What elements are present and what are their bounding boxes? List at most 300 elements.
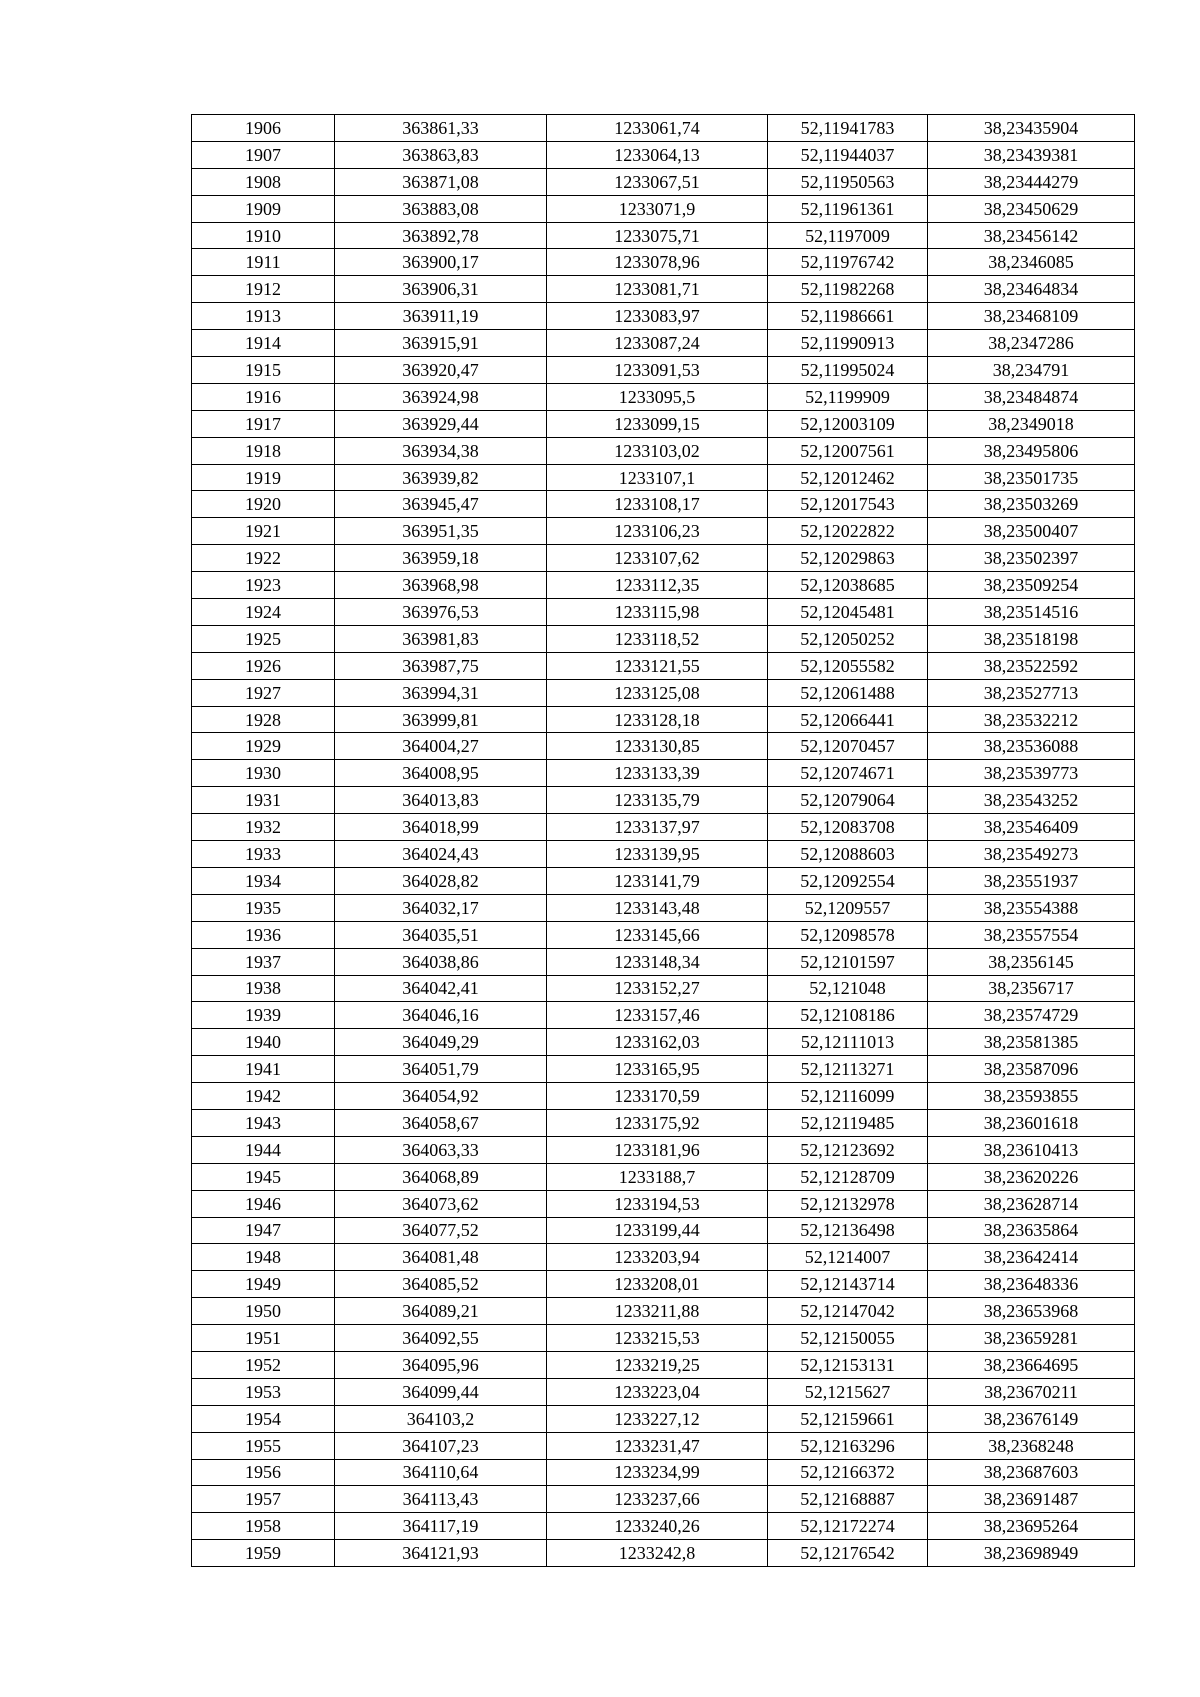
longitude-cell: 38,23670211 xyxy=(928,1378,1135,1405)
x-coordinate-cell: 363939,82 xyxy=(335,464,547,491)
point-number-cell: 1933 xyxy=(192,841,335,868)
latitude-cell: 52,1209557 xyxy=(768,894,928,921)
latitude-cell: 52,12074671 xyxy=(768,760,928,787)
longitude-cell: 38,23464834 xyxy=(928,276,1135,303)
table-row xyxy=(192,141,1135,168)
x-coordinate-cell: 364051,79 xyxy=(335,1056,547,1083)
y-coordinate-cell: 1233071,9 xyxy=(547,195,768,222)
x-coordinate-cell: 364049,29 xyxy=(335,1029,547,1056)
y-coordinate-cell: 1233139,95 xyxy=(547,841,768,868)
latitude-cell: 52,12029863 xyxy=(768,545,928,572)
table-row xyxy=(192,249,1135,276)
y-coordinate-cell: 1233237,66 xyxy=(547,1486,768,1513)
x-coordinate-cell: 364117,19 xyxy=(335,1513,547,1540)
longitude-cell: 38,23698949 xyxy=(928,1540,1135,1567)
table-row xyxy=(192,115,1135,142)
point-number-cell: 1955 xyxy=(192,1432,335,1459)
latitude-cell: 52,12172274 xyxy=(768,1513,928,1540)
table-row xyxy=(192,303,1135,330)
longitude-cell: 38,23593855 xyxy=(928,1083,1135,1110)
table-row xyxy=(192,1325,1135,1352)
longitude-cell: 38,23691487 xyxy=(928,1486,1135,1513)
point-number-cell: 1924 xyxy=(192,599,335,626)
table-row xyxy=(192,625,1135,652)
x-coordinate-cell: 363999,81 xyxy=(335,706,547,733)
latitude-cell: 52,12147042 xyxy=(768,1298,928,1325)
table-row xyxy=(192,599,1135,626)
longitude-cell: 38,23620226 xyxy=(928,1163,1135,1190)
latitude-cell: 52,12055582 xyxy=(768,652,928,679)
point-number-cell: 1930 xyxy=(192,760,335,787)
latitude-cell: 52,12150055 xyxy=(768,1325,928,1352)
table-row xyxy=(192,787,1135,814)
latitude-cell: 52,12123692 xyxy=(768,1136,928,1163)
y-coordinate-cell: 1233087,24 xyxy=(547,330,768,357)
y-coordinate-cell: 1233175,92 xyxy=(547,1109,768,1136)
x-coordinate-cell: 363861,33 xyxy=(335,115,547,142)
table-row xyxy=(192,168,1135,195)
y-coordinate-cell: 1233121,55 xyxy=(547,652,768,679)
x-coordinate-cell: 364095,96 xyxy=(335,1351,547,1378)
longitude-cell: 38,2349018 xyxy=(928,410,1135,437)
longitude-cell: 38,23687603 xyxy=(928,1459,1135,1486)
point-number-cell: 1923 xyxy=(192,572,335,599)
point-number-cell: 1921 xyxy=(192,518,335,545)
x-coordinate-cell: 364073,62 xyxy=(335,1190,547,1217)
x-coordinate-cell: 363900,17 xyxy=(335,249,547,276)
table-row xyxy=(192,1136,1135,1163)
longitude-cell: 38,23439381 xyxy=(928,141,1135,168)
latitude-cell: 52,12113271 xyxy=(768,1056,928,1083)
latitude-cell: 52,12166372 xyxy=(768,1459,928,1486)
coordinate-table xyxy=(191,114,1135,1567)
longitude-cell: 38,23695264 xyxy=(928,1513,1135,1540)
point-number-cell: 1938 xyxy=(192,975,335,1002)
y-coordinate-cell: 1233148,34 xyxy=(547,948,768,975)
x-coordinate-cell: 363906,31 xyxy=(335,276,547,303)
x-coordinate-cell: 364068,89 xyxy=(335,1163,547,1190)
table-row xyxy=(192,1271,1135,1298)
latitude-cell: 52,11986661 xyxy=(768,303,928,330)
table-row xyxy=(192,975,1135,1002)
point-number-cell: 1922 xyxy=(192,545,335,572)
point-number-cell: 1939 xyxy=(192,1002,335,1029)
x-coordinate-cell: 364013,83 xyxy=(335,787,547,814)
latitude-cell: 52,121048 xyxy=(768,975,928,1002)
x-coordinate-cell: 363915,91 xyxy=(335,330,547,357)
latitude-cell: 52,12038685 xyxy=(768,572,928,599)
point-number-cell: 1941 xyxy=(192,1056,335,1083)
latitude-cell: 52,12116099 xyxy=(768,1083,928,1110)
x-coordinate-cell: 364081,48 xyxy=(335,1244,547,1271)
latitude-cell: 52,12079064 xyxy=(768,787,928,814)
y-coordinate-cell: 1233227,12 xyxy=(547,1405,768,1432)
latitude-cell: 52,12111013 xyxy=(768,1029,928,1056)
x-coordinate-cell: 364028,82 xyxy=(335,867,547,894)
latitude-cell: 52,1215627 xyxy=(768,1378,928,1405)
table-row xyxy=(192,894,1135,921)
table-row xyxy=(192,437,1135,464)
y-coordinate-cell: 1233130,85 xyxy=(547,733,768,760)
longitude-cell: 38,23522592 xyxy=(928,652,1135,679)
table-row xyxy=(192,545,1135,572)
point-number-cell: 1932 xyxy=(192,814,335,841)
x-coordinate-cell: 364054,92 xyxy=(335,1083,547,1110)
latitude-cell: 52,12101597 xyxy=(768,948,928,975)
longitude-cell: 38,23549273 xyxy=(928,841,1135,868)
latitude-cell: 52,12066441 xyxy=(768,706,928,733)
point-number-cell: 1908 xyxy=(192,168,335,195)
table-row xyxy=(192,491,1135,518)
longitude-cell: 38,23502397 xyxy=(928,545,1135,572)
y-coordinate-cell: 1233231,47 xyxy=(547,1432,768,1459)
table-row xyxy=(192,222,1135,249)
longitude-cell: 38,23676149 xyxy=(928,1405,1135,1432)
longitude-cell: 38,23557554 xyxy=(928,921,1135,948)
longitude-cell: 38,23659281 xyxy=(928,1325,1135,1352)
y-coordinate-cell: 1233170,59 xyxy=(547,1083,768,1110)
point-number-cell: 1937 xyxy=(192,948,335,975)
y-coordinate-cell: 1233203,94 xyxy=(547,1244,768,1271)
point-number-cell: 1907 xyxy=(192,141,335,168)
y-coordinate-cell: 1233234,99 xyxy=(547,1459,768,1486)
table-row xyxy=(192,464,1135,491)
x-coordinate-cell: 364099,44 xyxy=(335,1378,547,1405)
latitude-cell: 52,12159661 xyxy=(768,1405,928,1432)
table-row xyxy=(192,1486,1135,1513)
latitude-cell: 52,12050252 xyxy=(768,625,928,652)
y-coordinate-cell: 1233145,66 xyxy=(547,921,768,948)
x-coordinate-cell: 363945,47 xyxy=(335,491,547,518)
latitude-cell: 52,12022822 xyxy=(768,518,928,545)
y-coordinate-cell: 1233099,15 xyxy=(547,410,768,437)
longitude-cell: 38,2347286 xyxy=(928,330,1135,357)
longitude-cell: 38,23635864 xyxy=(928,1217,1135,1244)
latitude-cell: 52,11944037 xyxy=(768,141,928,168)
y-coordinate-cell: 1233215,53 xyxy=(547,1325,768,1352)
point-number-cell: 1952 xyxy=(192,1351,335,1378)
latitude-cell: 52,12092554 xyxy=(768,867,928,894)
latitude-cell: 52,12136498 xyxy=(768,1217,928,1244)
y-coordinate-cell: 1233081,71 xyxy=(547,276,768,303)
latitude-cell: 52,12088603 xyxy=(768,841,928,868)
point-number-cell: 1929 xyxy=(192,733,335,760)
x-coordinate-cell: 363959,18 xyxy=(335,545,547,572)
table-row xyxy=(192,867,1135,894)
y-coordinate-cell: 1233095,5 xyxy=(547,383,768,410)
table-row xyxy=(192,383,1135,410)
y-coordinate-cell: 1233157,46 xyxy=(547,1002,768,1029)
point-number-cell: 1953 xyxy=(192,1378,335,1405)
table-row xyxy=(192,1298,1135,1325)
latitude-cell: 52,12098578 xyxy=(768,921,928,948)
latitude-cell: 52,12007561 xyxy=(768,437,928,464)
x-coordinate-cell: 363911,19 xyxy=(335,303,547,330)
table-row xyxy=(192,814,1135,841)
x-coordinate-cell: 364038,86 xyxy=(335,948,547,975)
x-coordinate-cell: 364035,51 xyxy=(335,921,547,948)
latitude-cell: 52,11990913 xyxy=(768,330,928,357)
point-number-cell: 1948 xyxy=(192,1244,335,1271)
longitude-cell: 38,23539773 xyxy=(928,760,1135,787)
table-row xyxy=(192,1405,1135,1432)
point-number-cell: 1946 xyxy=(192,1190,335,1217)
latitude-cell: 52,12061488 xyxy=(768,679,928,706)
longitude-cell: 38,23653968 xyxy=(928,1298,1135,1325)
longitude-cell: 38,23601618 xyxy=(928,1109,1135,1136)
longitude-cell: 38,23444279 xyxy=(928,168,1135,195)
table-row xyxy=(192,1190,1135,1217)
longitude-cell: 38,23456142 xyxy=(928,222,1135,249)
table-row xyxy=(192,948,1135,975)
x-coordinate-cell: 364032,17 xyxy=(335,894,547,921)
y-coordinate-cell: 1233108,17 xyxy=(547,491,768,518)
table-row xyxy=(192,679,1135,706)
latitude-cell: 52,11976742 xyxy=(768,249,928,276)
latitude-cell: 52,12003109 xyxy=(768,410,928,437)
table-row xyxy=(192,572,1135,599)
table-row xyxy=(192,1459,1135,1486)
latitude-cell: 52,12132978 xyxy=(768,1190,928,1217)
point-number-cell: 1950 xyxy=(192,1298,335,1325)
latitude-cell: 52,12070457 xyxy=(768,733,928,760)
point-number-cell: 1918 xyxy=(192,437,335,464)
x-coordinate-cell: 363981,83 xyxy=(335,625,547,652)
point-number-cell: 1949 xyxy=(192,1271,335,1298)
y-coordinate-cell: 1233143,48 xyxy=(547,894,768,921)
x-coordinate-cell: 364058,67 xyxy=(335,1109,547,1136)
table-row xyxy=(192,652,1135,679)
point-number-cell: 1940 xyxy=(192,1029,335,1056)
longitude-cell: 38,2346085 xyxy=(928,249,1135,276)
point-number-cell: 1958 xyxy=(192,1513,335,1540)
longitude-cell: 38,2368248 xyxy=(928,1432,1135,1459)
table-row xyxy=(192,733,1135,760)
y-coordinate-cell: 1233103,02 xyxy=(547,437,768,464)
longitude-cell: 38,23532212 xyxy=(928,706,1135,733)
x-coordinate-cell: 364085,52 xyxy=(335,1271,547,1298)
table-row xyxy=(192,330,1135,357)
y-coordinate-cell: 1233133,39 xyxy=(547,760,768,787)
y-coordinate-cell: 1233078,96 xyxy=(547,249,768,276)
table-row xyxy=(192,1163,1135,1190)
x-coordinate-cell: 363968,98 xyxy=(335,572,547,599)
latitude-cell: 52,11995024 xyxy=(768,357,928,384)
latitude-cell: 52,12128709 xyxy=(768,1163,928,1190)
table-row xyxy=(192,1378,1135,1405)
x-coordinate-cell: 364113,43 xyxy=(335,1486,547,1513)
y-coordinate-cell: 1233188,7 xyxy=(547,1163,768,1190)
table-row xyxy=(192,1056,1135,1083)
table-row xyxy=(192,760,1135,787)
table-row xyxy=(192,195,1135,222)
x-coordinate-cell: 364008,95 xyxy=(335,760,547,787)
x-coordinate-cell: 363994,31 xyxy=(335,679,547,706)
y-coordinate-cell: 1233162,03 xyxy=(547,1029,768,1056)
table-row xyxy=(192,1002,1135,1029)
latitude-cell: 52,12108186 xyxy=(768,1002,928,1029)
latitude-cell: 52,12012462 xyxy=(768,464,928,491)
latitude-cell: 52,12153131 xyxy=(768,1351,928,1378)
y-coordinate-cell: 1233240,26 xyxy=(547,1513,768,1540)
x-coordinate-cell: 364063,33 xyxy=(335,1136,547,1163)
x-coordinate-cell: 363924,98 xyxy=(335,383,547,410)
point-number-cell: 1956 xyxy=(192,1459,335,1486)
longitude-cell: 38,23518198 xyxy=(928,625,1135,652)
longitude-cell: 38,23509254 xyxy=(928,572,1135,599)
table-row xyxy=(192,921,1135,948)
longitude-cell: 38,2356717 xyxy=(928,975,1135,1002)
x-coordinate-cell: 363920,47 xyxy=(335,357,547,384)
longitude-cell: 38,23468109 xyxy=(928,303,1135,330)
table-row xyxy=(192,410,1135,437)
y-coordinate-cell: 1233211,88 xyxy=(547,1298,768,1325)
y-coordinate-cell: 1233242,8 xyxy=(547,1540,768,1567)
longitude-cell: 38,23554388 xyxy=(928,894,1135,921)
point-number-cell: 1916 xyxy=(192,383,335,410)
y-coordinate-cell: 1233083,97 xyxy=(547,303,768,330)
latitude-cell: 52,12143714 xyxy=(768,1271,928,1298)
point-number-cell: 1935 xyxy=(192,894,335,921)
point-number-cell: 1906 xyxy=(192,115,335,142)
latitude-cell: 52,12176542 xyxy=(768,1540,928,1567)
y-coordinate-cell: 1233135,79 xyxy=(547,787,768,814)
longitude-cell: 38,23574729 xyxy=(928,1002,1135,1029)
point-number-cell: 1934 xyxy=(192,867,335,894)
point-number-cell: 1910 xyxy=(192,222,335,249)
longitude-cell: 38,23587096 xyxy=(928,1056,1135,1083)
point-number-cell: 1928 xyxy=(192,706,335,733)
y-coordinate-cell: 1233091,53 xyxy=(547,357,768,384)
longitude-cell: 38,23500407 xyxy=(928,518,1135,545)
y-coordinate-cell: 1233219,25 xyxy=(547,1351,768,1378)
longitude-cell: 38,2356145 xyxy=(928,948,1135,975)
point-number-cell: 1917 xyxy=(192,410,335,437)
latitude-cell: 52,11941783 xyxy=(768,115,928,142)
point-number-cell: 1914 xyxy=(192,330,335,357)
coordinate-table-body xyxy=(192,115,1135,1567)
y-coordinate-cell: 1233165,95 xyxy=(547,1056,768,1083)
y-coordinate-cell: 1233125,08 xyxy=(547,679,768,706)
point-number-cell: 1957 xyxy=(192,1486,335,1513)
y-coordinate-cell: 1233208,01 xyxy=(547,1271,768,1298)
point-number-cell: 1912 xyxy=(192,276,335,303)
table-row xyxy=(192,1432,1135,1459)
y-coordinate-cell: 1233194,53 xyxy=(547,1190,768,1217)
point-number-cell: 1911 xyxy=(192,249,335,276)
y-coordinate-cell: 1233181,96 xyxy=(547,1136,768,1163)
latitude-cell: 52,12168887 xyxy=(768,1486,928,1513)
table-row xyxy=(192,1540,1135,1567)
x-coordinate-cell: 364024,43 xyxy=(335,841,547,868)
y-coordinate-cell: 1233064,13 xyxy=(547,141,768,168)
longitude-cell: 38,23514516 xyxy=(928,599,1135,626)
y-coordinate-cell: 1233137,97 xyxy=(547,814,768,841)
point-number-cell: 1942 xyxy=(192,1083,335,1110)
longitude-cell: 38,23435904 xyxy=(928,115,1135,142)
y-coordinate-cell: 1233152,27 xyxy=(547,975,768,1002)
x-coordinate-cell: 363871,08 xyxy=(335,168,547,195)
longitude-cell: 38,23648336 xyxy=(928,1271,1135,1298)
point-number-cell: 1951 xyxy=(192,1325,335,1352)
longitude-cell: 38,23543252 xyxy=(928,787,1135,814)
table-row xyxy=(192,1244,1135,1271)
x-coordinate-cell: 363863,83 xyxy=(335,141,547,168)
latitude-cell: 52,11982268 xyxy=(768,276,928,303)
y-coordinate-cell: 1233107,1 xyxy=(547,464,768,491)
latitude-cell: 52,12163296 xyxy=(768,1432,928,1459)
longitude-cell: 38,23610413 xyxy=(928,1136,1135,1163)
x-coordinate-cell: 364077,52 xyxy=(335,1217,547,1244)
latitude-cell: 52,1199909 xyxy=(768,383,928,410)
point-number-cell: 1959 xyxy=(192,1540,335,1567)
x-coordinate-cell: 364089,21 xyxy=(335,1298,547,1325)
y-coordinate-cell: 1233061,74 xyxy=(547,115,768,142)
point-number-cell: 1913 xyxy=(192,303,335,330)
longitude-cell: 38,23527713 xyxy=(928,679,1135,706)
latitude-cell: 52,12119485 xyxy=(768,1109,928,1136)
point-number-cell: 1925 xyxy=(192,625,335,652)
latitude-cell: 52,11961361 xyxy=(768,195,928,222)
point-number-cell: 1936 xyxy=(192,921,335,948)
table-row xyxy=(192,1109,1135,1136)
x-coordinate-cell: 363892,78 xyxy=(335,222,547,249)
longitude-cell: 38,23503269 xyxy=(928,491,1135,518)
x-coordinate-cell: 363883,08 xyxy=(335,195,547,222)
table-row xyxy=(192,357,1135,384)
y-coordinate-cell: 1233067,51 xyxy=(547,168,768,195)
point-number-cell: 1915 xyxy=(192,357,335,384)
point-number-cell: 1927 xyxy=(192,679,335,706)
table-row xyxy=(192,1217,1135,1244)
point-number-cell: 1926 xyxy=(192,652,335,679)
point-number-cell: 1945 xyxy=(192,1163,335,1190)
x-coordinate-cell: 364121,93 xyxy=(335,1540,547,1567)
longitude-cell: 38,23551937 xyxy=(928,867,1135,894)
longitude-cell: 38,23536088 xyxy=(928,733,1135,760)
latitude-cell: 52,1214007 xyxy=(768,1244,928,1271)
longitude-cell: 38,234791 xyxy=(928,357,1135,384)
table-row xyxy=(192,276,1135,303)
table-row xyxy=(192,1083,1135,1110)
longitude-cell: 38,23501735 xyxy=(928,464,1135,491)
latitude-cell: 52,1197009 xyxy=(768,222,928,249)
y-coordinate-cell: 1233115,98 xyxy=(547,599,768,626)
latitude-cell: 52,12017543 xyxy=(768,491,928,518)
x-coordinate-cell: 364103,2 xyxy=(335,1405,547,1432)
longitude-cell: 38,23581385 xyxy=(928,1029,1135,1056)
point-number-cell: 1944 xyxy=(192,1136,335,1163)
point-number-cell: 1931 xyxy=(192,787,335,814)
x-coordinate-cell: 363934,38 xyxy=(335,437,547,464)
x-coordinate-cell: 364046,16 xyxy=(335,1002,547,1029)
latitude-cell: 52,12045481 xyxy=(768,599,928,626)
point-number-cell: 1920 xyxy=(192,491,335,518)
x-coordinate-cell: 364110,64 xyxy=(335,1459,547,1486)
point-number-cell: 1919 xyxy=(192,464,335,491)
x-coordinate-cell: 364092,55 xyxy=(335,1325,547,1352)
y-coordinate-cell: 1233118,52 xyxy=(547,625,768,652)
y-coordinate-cell: 1233141,79 xyxy=(547,867,768,894)
table-row xyxy=(192,1513,1135,1540)
y-coordinate-cell: 1233075,71 xyxy=(547,222,768,249)
x-coordinate-cell: 364004,27 xyxy=(335,733,547,760)
x-coordinate-cell: 363987,75 xyxy=(335,652,547,679)
x-coordinate-cell: 364107,23 xyxy=(335,1432,547,1459)
longitude-cell: 38,23546409 xyxy=(928,814,1135,841)
x-coordinate-cell: 364018,99 xyxy=(335,814,547,841)
y-coordinate-cell: 1233107,62 xyxy=(547,545,768,572)
